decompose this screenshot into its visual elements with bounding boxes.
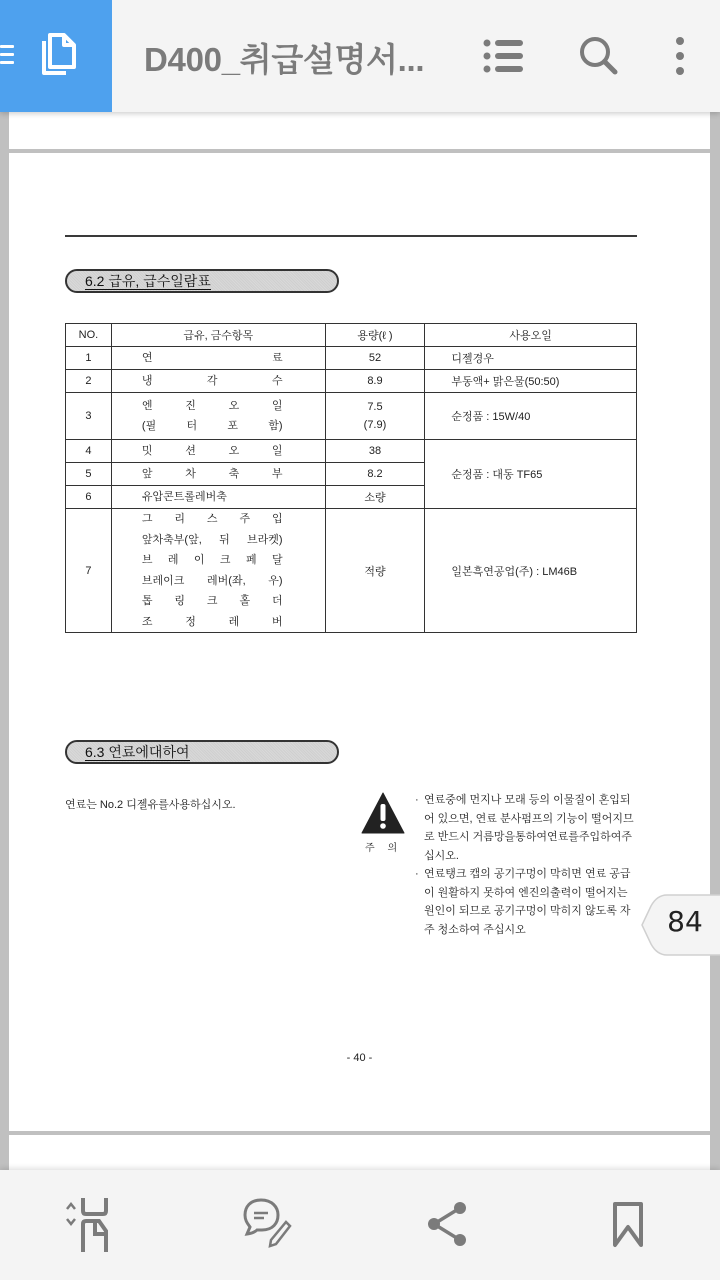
page-navigation-button[interactable]	[56, 1192, 120, 1256]
next-page	[9, 1135, 710, 1175]
table-row	[66, 370, 637, 393]
section-heading: 6.2 급유, 급수일람표	[65, 269, 339, 293]
row-qty	[325, 393, 425, 440]
item-line: 톱 링 크 홀 더	[141, 595, 283, 607]
document-title: D400_취급설명서...	[144, 41, 425, 78]
item-line: 엔 진 오 일	[141, 399, 283, 412]
row-no: 3	[66, 393, 112, 440]
row-item	[111, 393, 325, 440]
row-oil: 부동액+ 맑은물(50:50)	[425, 370, 637, 393]
row-no: 7	[66, 509, 112, 633]
top-app-bar	[0, 0, 720, 112]
item-line: 브 레 이 크 페 달	[141, 554, 283, 566]
more-options-button[interactable]	[652, 28, 708, 84]
row-no: 2	[66, 370, 112, 393]
bottom-toolbar	[0, 1170, 720, 1280]
list-icon	[483, 38, 525, 74]
navigation-drawer-button[interactable]	[0, 0, 112, 112]
header-cell: 급유, 금수항목	[111, 324, 325, 347]
more-vert-icon	[674, 36, 686, 76]
warning-item: · 연료중에 먼지나 모래 등의 이물질이 혼입되어 있으면, 연료 분사펌프의 기능이 떨어지므로 반드시 거름망을통하여연료를주입하여주십시오.	[415, 791, 639, 865]
bookmark-button[interactable]	[596, 1192, 660, 1256]
row-no: 5	[66, 463, 112, 486]
row-item: 연 료	[111, 347, 325, 370]
warning-label: 주 의	[365, 843, 398, 854]
row-oil: 일본흑연공업(주) : LM46B	[425, 509, 637, 633]
fuel-note: 연료는 No.2 디젤유를사용하십시오.	[65, 799, 236, 811]
table-row	[66, 509, 637, 633]
search-icon	[578, 35, 620, 77]
table-header-row	[66, 324, 637, 347]
row-oil: 디젤경우	[425, 347, 637, 370]
search-button[interactable]	[571, 28, 627, 84]
row-no: 6	[66, 486, 112, 509]
row-qty: 52	[325, 347, 425, 370]
document-icon	[36, 33, 78, 77]
lubrication-table	[65, 323, 637, 633]
outline-button[interactable]	[476, 28, 532, 84]
current-page-number: 84	[667, 905, 703, 938]
row-qty: 8.2	[325, 463, 425, 486]
row-qty: 8.9	[325, 370, 425, 393]
header-rule	[65, 235, 637, 237]
share-button[interactable]	[416, 1192, 480, 1256]
header-cell: 사용오일	[425, 324, 637, 347]
row-oil: 순정품 : 대동 TF65	[425, 440, 637, 509]
qty-note: (7.9)	[363, 419, 387, 431]
bookmark-icon	[611, 1200, 645, 1248]
item-line: 그 리 스 주 입	[141, 513, 283, 525]
row-item: 냉 각 수	[111, 370, 325, 393]
row-item: 유압콘트롤레버축	[111, 486, 325, 509]
table-row	[66, 347, 637, 370]
row-qty: 소량	[325, 486, 425, 509]
item-line: 브레이크 레버(좌, 우)	[141, 574, 283, 587]
menu-icon	[0, 45, 16, 67]
header-cell: NO.	[66, 324, 112, 347]
row-no: 4	[66, 440, 112, 463]
share-icon	[426, 1200, 470, 1248]
item-line: 조 정 레 버	[141, 615, 283, 628]
table-row	[66, 440, 637, 463]
row-item: 밋 션 오 일	[111, 440, 325, 463]
page-navigation-icon	[63, 1196, 113, 1252]
header-cell: 용량(ℓ )	[325, 324, 425, 347]
row-qty: 적량	[325, 509, 425, 633]
warning-icon	[361, 791, 405, 835]
row-oil: 순정품 : 15W/40	[425, 393, 637, 440]
warning-item: · 연료탱크 캡의 공기구멍이 막히면 연료 공급이 원활하지 못하여 엔진의출력이 떨어지는 원인이 되므로 공기구멍이 막히지 않도록 자주 청소하여 주십시오	[415, 865, 639, 939]
previous-page	[9, 112, 710, 149]
row-no: 1	[66, 347, 112, 370]
document-page	[9, 153, 710, 1131]
row-item	[111, 509, 325, 633]
section-heading: 6.3 연료에대하여	[65, 740, 339, 764]
qty-value: 7.5	[367, 401, 383, 413]
warning-list	[415, 791, 639, 939]
row-qty: 38	[325, 440, 425, 463]
item-line: 앞차축부(앞, 뒤 브라켓)	[141, 533, 283, 546]
page-footer-number: - 40 -	[346, 1052, 373, 1064]
annotate-icon	[242, 1196, 294, 1252]
annotate-button[interactable]	[236, 1192, 300, 1256]
row-item: 앞 차 축 부	[111, 463, 325, 486]
item-line: (필 터 포 함)	[141, 420, 283, 432]
table-row	[66, 393, 637, 440]
